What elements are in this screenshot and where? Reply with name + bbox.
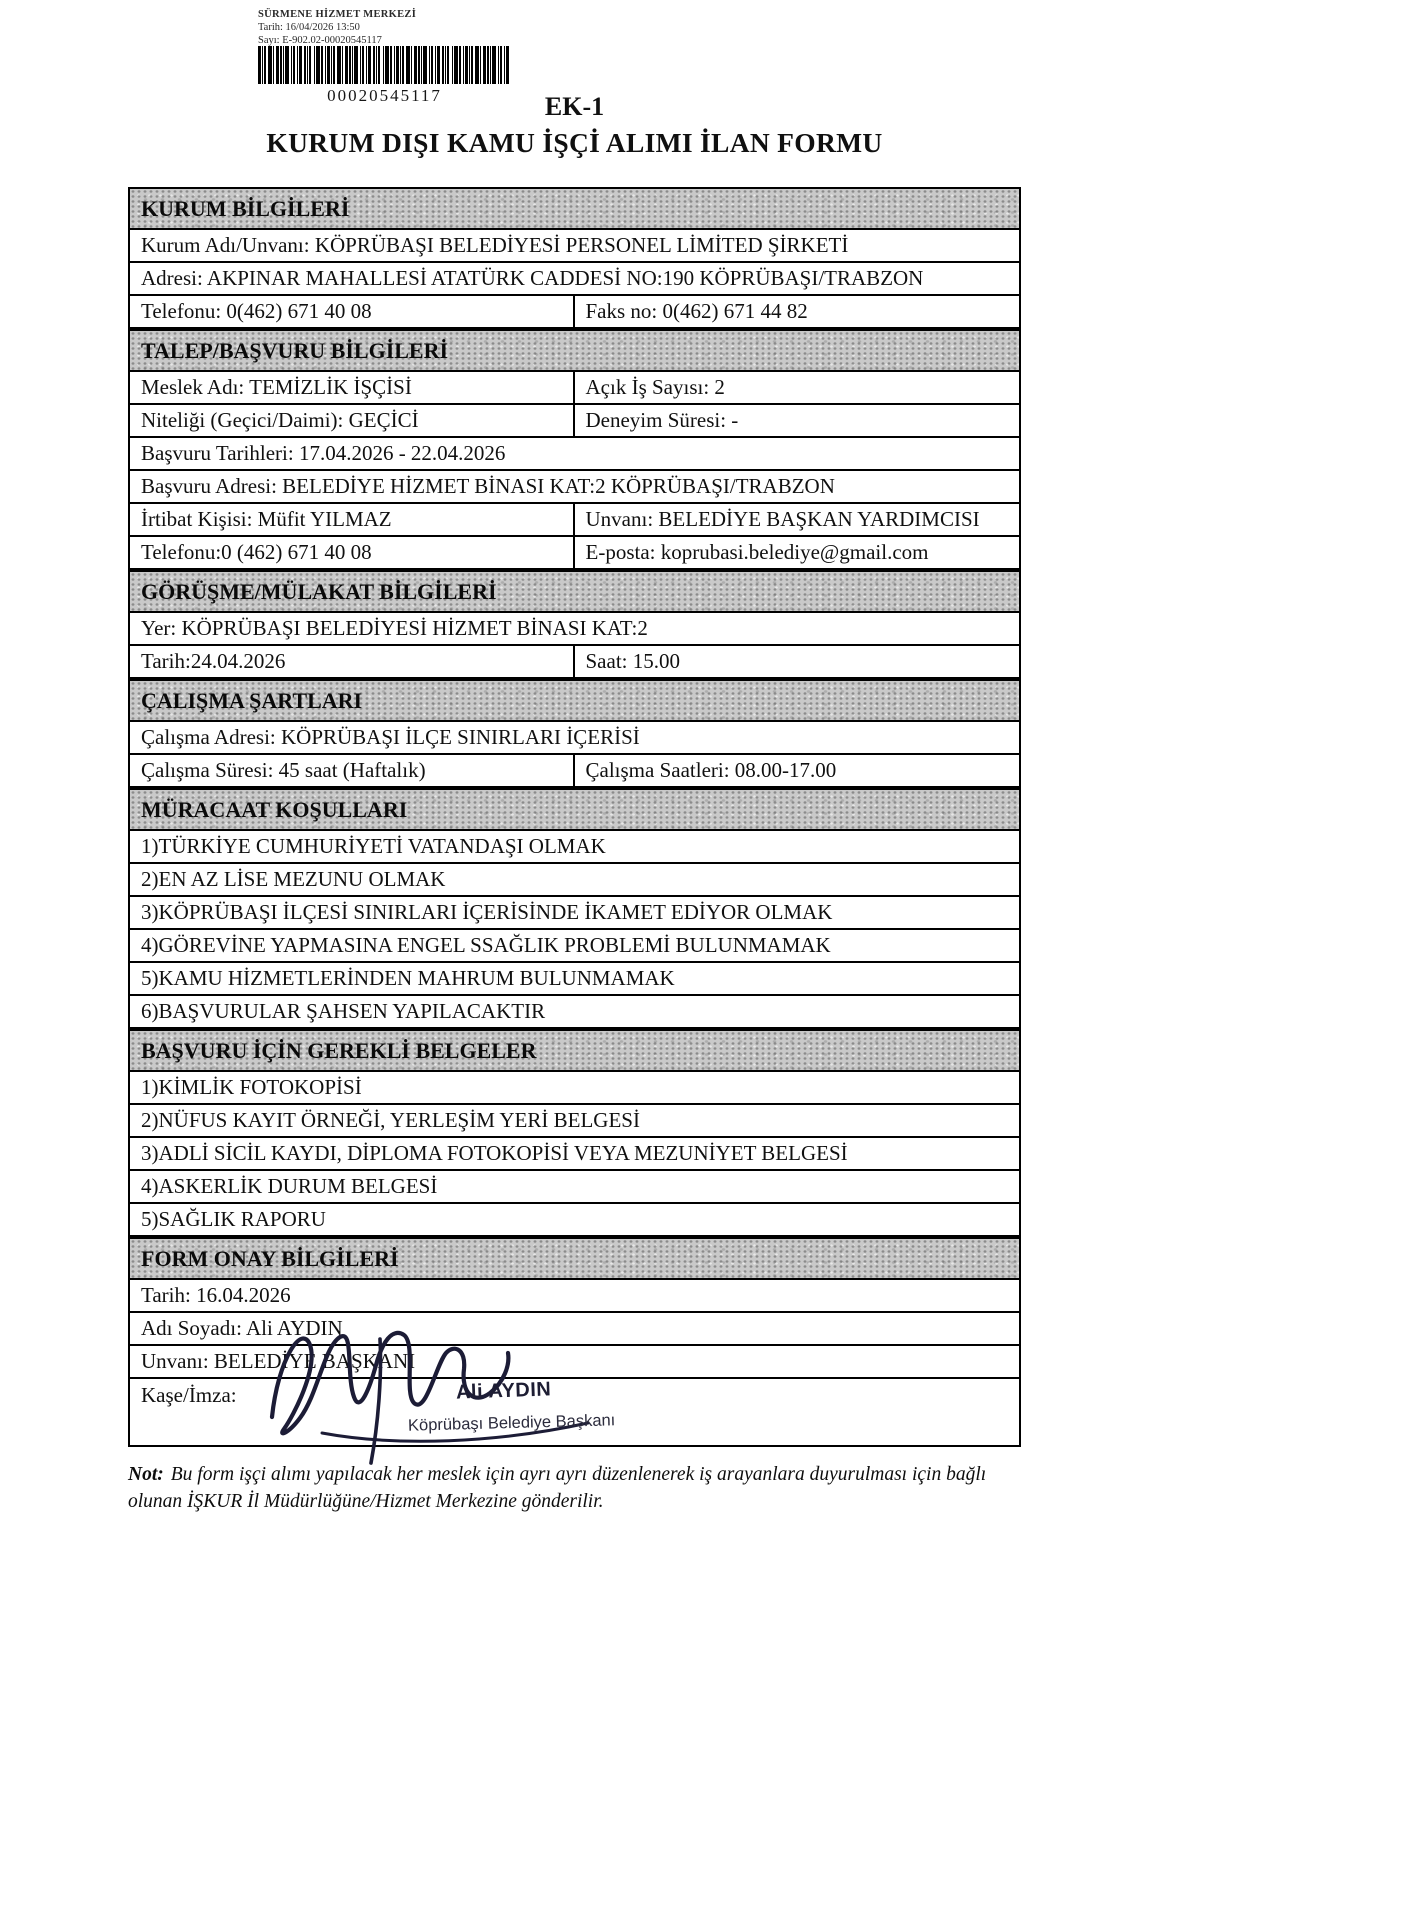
section-header-talep-basvuru: TALEP/BAŞVURU BİLGİLERİ — [130, 327, 1019, 370]
row-kosul-5: 5)KAMU HİZMETLERİNDEN MAHRUM BULUNMAMAK — [130, 961, 1019, 994]
row-belge-5: 5)SAĞLIK RAPORU — [130, 1202, 1019, 1235]
row-basvuru-adresi: Başvuru Adresi: BELEDİYE HİZMET BİNASI KAT:2 KÖPRÜBAŞI/TRABZON — [130, 469, 1019, 502]
cell-calisma-saatleri: Çalışma Saatleri: 08.00-17.00 — [585, 758, 837, 782]
row-calisma-adresi: Çalışma Adresi: KÖPRÜBAŞI İLÇE SINIRLARI İÇERİSİ — [130, 720, 1019, 753]
row-kosul-1: 1)TÜRKİYE CUMHURİYETİ VATANDAŞI OLMAK — [130, 829, 1019, 862]
row-onay-unvan: Unvanı: BELEDİYE BAŞKANI — [130, 1344, 1019, 1377]
footer-note-text: Bu form işçi alımı yapılacak her meslek için ayrı ayrı düzenlenerek iş arayanlara duyurulması için bağlı olunan İŞKUR İl Müdürlüğüne/Hizmet Merkezine gönderilir. — [128, 1464, 987, 1512]
cell-eposta: E-posta: koprubasi.belediye@gmail.com — [585, 540, 929, 564]
form-code-title: EK-1 — [544, 92, 605, 121]
row-belge-1: 1)KİMLİK FOTOKOPİSİ — [130, 1070, 1019, 1103]
cell-irtibat-kisisi: İrtibat Kişisi: Müfit YILMAZ — [130, 504, 575, 535]
row-mulakat-tarih-saat — [130, 644, 1019, 677]
cell-deneyim-suresi: Deneyim Süresi: - — [585, 408, 739, 432]
row-calisma-sure-saat — [130, 753, 1019, 786]
section-header-form-onay: FORM ONAY BİLGİLERİ — [130, 1235, 1019, 1278]
cell-telefonu: Telefonu: 0(462) 671 40 08 — [130, 296, 575, 327]
row-belge-3: 3)ADLİ SİCİL KAYDI, DİPLOMA FOTOKOPİSİ VEYA MEZUNİYET BELGESİ — [130, 1136, 1019, 1169]
row-onay-tarih: Tarih: 16.04.2026 — [130, 1278, 1019, 1311]
signature-title: Köprübaşı Belediye Başkanı — [407, 1411, 616, 1435]
cell-acik-is-sayisi: Açık İş Sayısı: 2 — [585, 375, 725, 399]
row-belge-2: 2)NÜFUS KAYIT ÖRNEĞİ, YERLEŞİM YERİ BELGESİ — [130, 1103, 1019, 1136]
row-kosul-4: 4)GÖREVİNE YAPMASINA ENGEL SSAĞLIK PROBLEMİ BULUNMAMAK — [130, 928, 1019, 961]
barcode-icon — [258, 46, 511, 84]
row-basvuru-tarihleri: Başvuru Tarihleri: 17.04.2026 - 22.04.2026 — [130, 436, 1019, 469]
cell-calisma-suresi: Çalışma Süresi: 45 saat (Haftalık) — [130, 755, 575, 786]
row-kosul-3: 3)KÖPRÜBAŞI İLÇESİ SINIRLARI İÇERİSİNDE İKAMET EDİYOR OLMAK — [130, 895, 1019, 928]
row-telefon-eposta — [130, 535, 1019, 568]
cell-faks-no: Faks no: 0(462) 671 44 82 — [585, 299, 808, 323]
barcode-number: 00020545117 — [327, 86, 442, 105]
cell-mulakat-tarih: Tarih:24.04.2026 — [130, 646, 575, 677]
row-belge-4: 4)ASKERLİK DURUM BELGESİ — [130, 1169, 1019, 1202]
cell-meslek-adi: Meslek Adı: TEMİZLİK İŞÇİSİ — [130, 372, 575, 403]
stamp-center-name: SÜRMENE HİZMET MERKEZİ — [258, 9, 417, 20]
section-header-gorusme-mulakat: GÖRÜŞME/MÜLAKAT BİLGİLERİ — [130, 568, 1019, 611]
row-mulakat-yer: Yer: KÖPRÜBAŞI BELEDİYESİ HİZMET BİNASI KAT:2 — [130, 611, 1019, 644]
section-header-calisma-sartlari: ÇALIŞMA ŞARTLARI — [130, 677, 1019, 720]
form-table — [128, 187, 1021, 1447]
row-meslek-acik-is — [130, 370, 1019, 403]
stamp-number: Sayı: E-902.02-00020545117 — [258, 35, 382, 47]
footer-note-label: Not: — [128, 1464, 164, 1485]
form-title: KURUM DIŞI KAMU İŞÇİ ALIMI İLAN FORMU — [266, 127, 883, 158]
row-irtibat-unvan — [130, 502, 1019, 535]
stamp-date: Tarih: 16/04/2026 13:50 — [258, 22, 360, 34]
footer-note — [128, 1462, 1033, 1516]
row-kase-imza — [130, 1377, 1019, 1445]
cell-mulakat-saat: Saat: 15.00 — [585, 649, 680, 673]
row-onay-adi-soyadi: Adı Soyadı: Ali AYDIN — [130, 1311, 1019, 1344]
cell-telefonu-2: Telefonu:0 (462) 671 40 08 — [130, 537, 575, 568]
section-header-gerekli-belgeler: BAŞVURU İÇİN GEREKLİ BELGELER — [130, 1027, 1019, 1070]
row-nitelik-deneyim — [130, 403, 1019, 436]
cell-niteligi: Niteliği (Geçici/Daimi): GEÇİCİ — [130, 405, 575, 436]
row-kosul-6: 6)BAŞVURULAR ŞAHSEN YAPILACAKTIR — [130, 994, 1019, 1027]
row-kosul-2: 2)EN AZ LİSE MEZUNU OLMAK — [130, 862, 1019, 895]
row-kurum-adi: Kurum Adı/Unvanı: KÖPRÜBAŞI BELEDİYESİ PERSONEL LİMİTED ŞİRKETİ — [130, 228, 1019, 261]
section-header-kurum-bilgileri: KURUM BİLGİLERİ — [130, 189, 1019, 228]
row-kurum-adresi: Adresi: AKPINAR MAHALLESİ ATATÜRK CADDESİ NO:190 KÖPRÜBAŞI/TRABZON — [130, 261, 1019, 294]
kase-imza-label: Kaşe/İmza: — [141, 1383, 237, 1407]
signature-name: Ali AYDIN — [455, 1378, 552, 1404]
cell-irtibat-unvani: Unvanı: BELEDİYE BAŞKAN YARDIMCISI — [585, 507, 980, 531]
registry-stamp — [258, 8, 416, 47]
section-header-muracaat-kosullari: MÜRACAAT KOŞULLARI — [130, 786, 1019, 829]
document-body — [128, 92, 1021, 1516]
row-telefon-faks — [130, 294, 1019, 327]
